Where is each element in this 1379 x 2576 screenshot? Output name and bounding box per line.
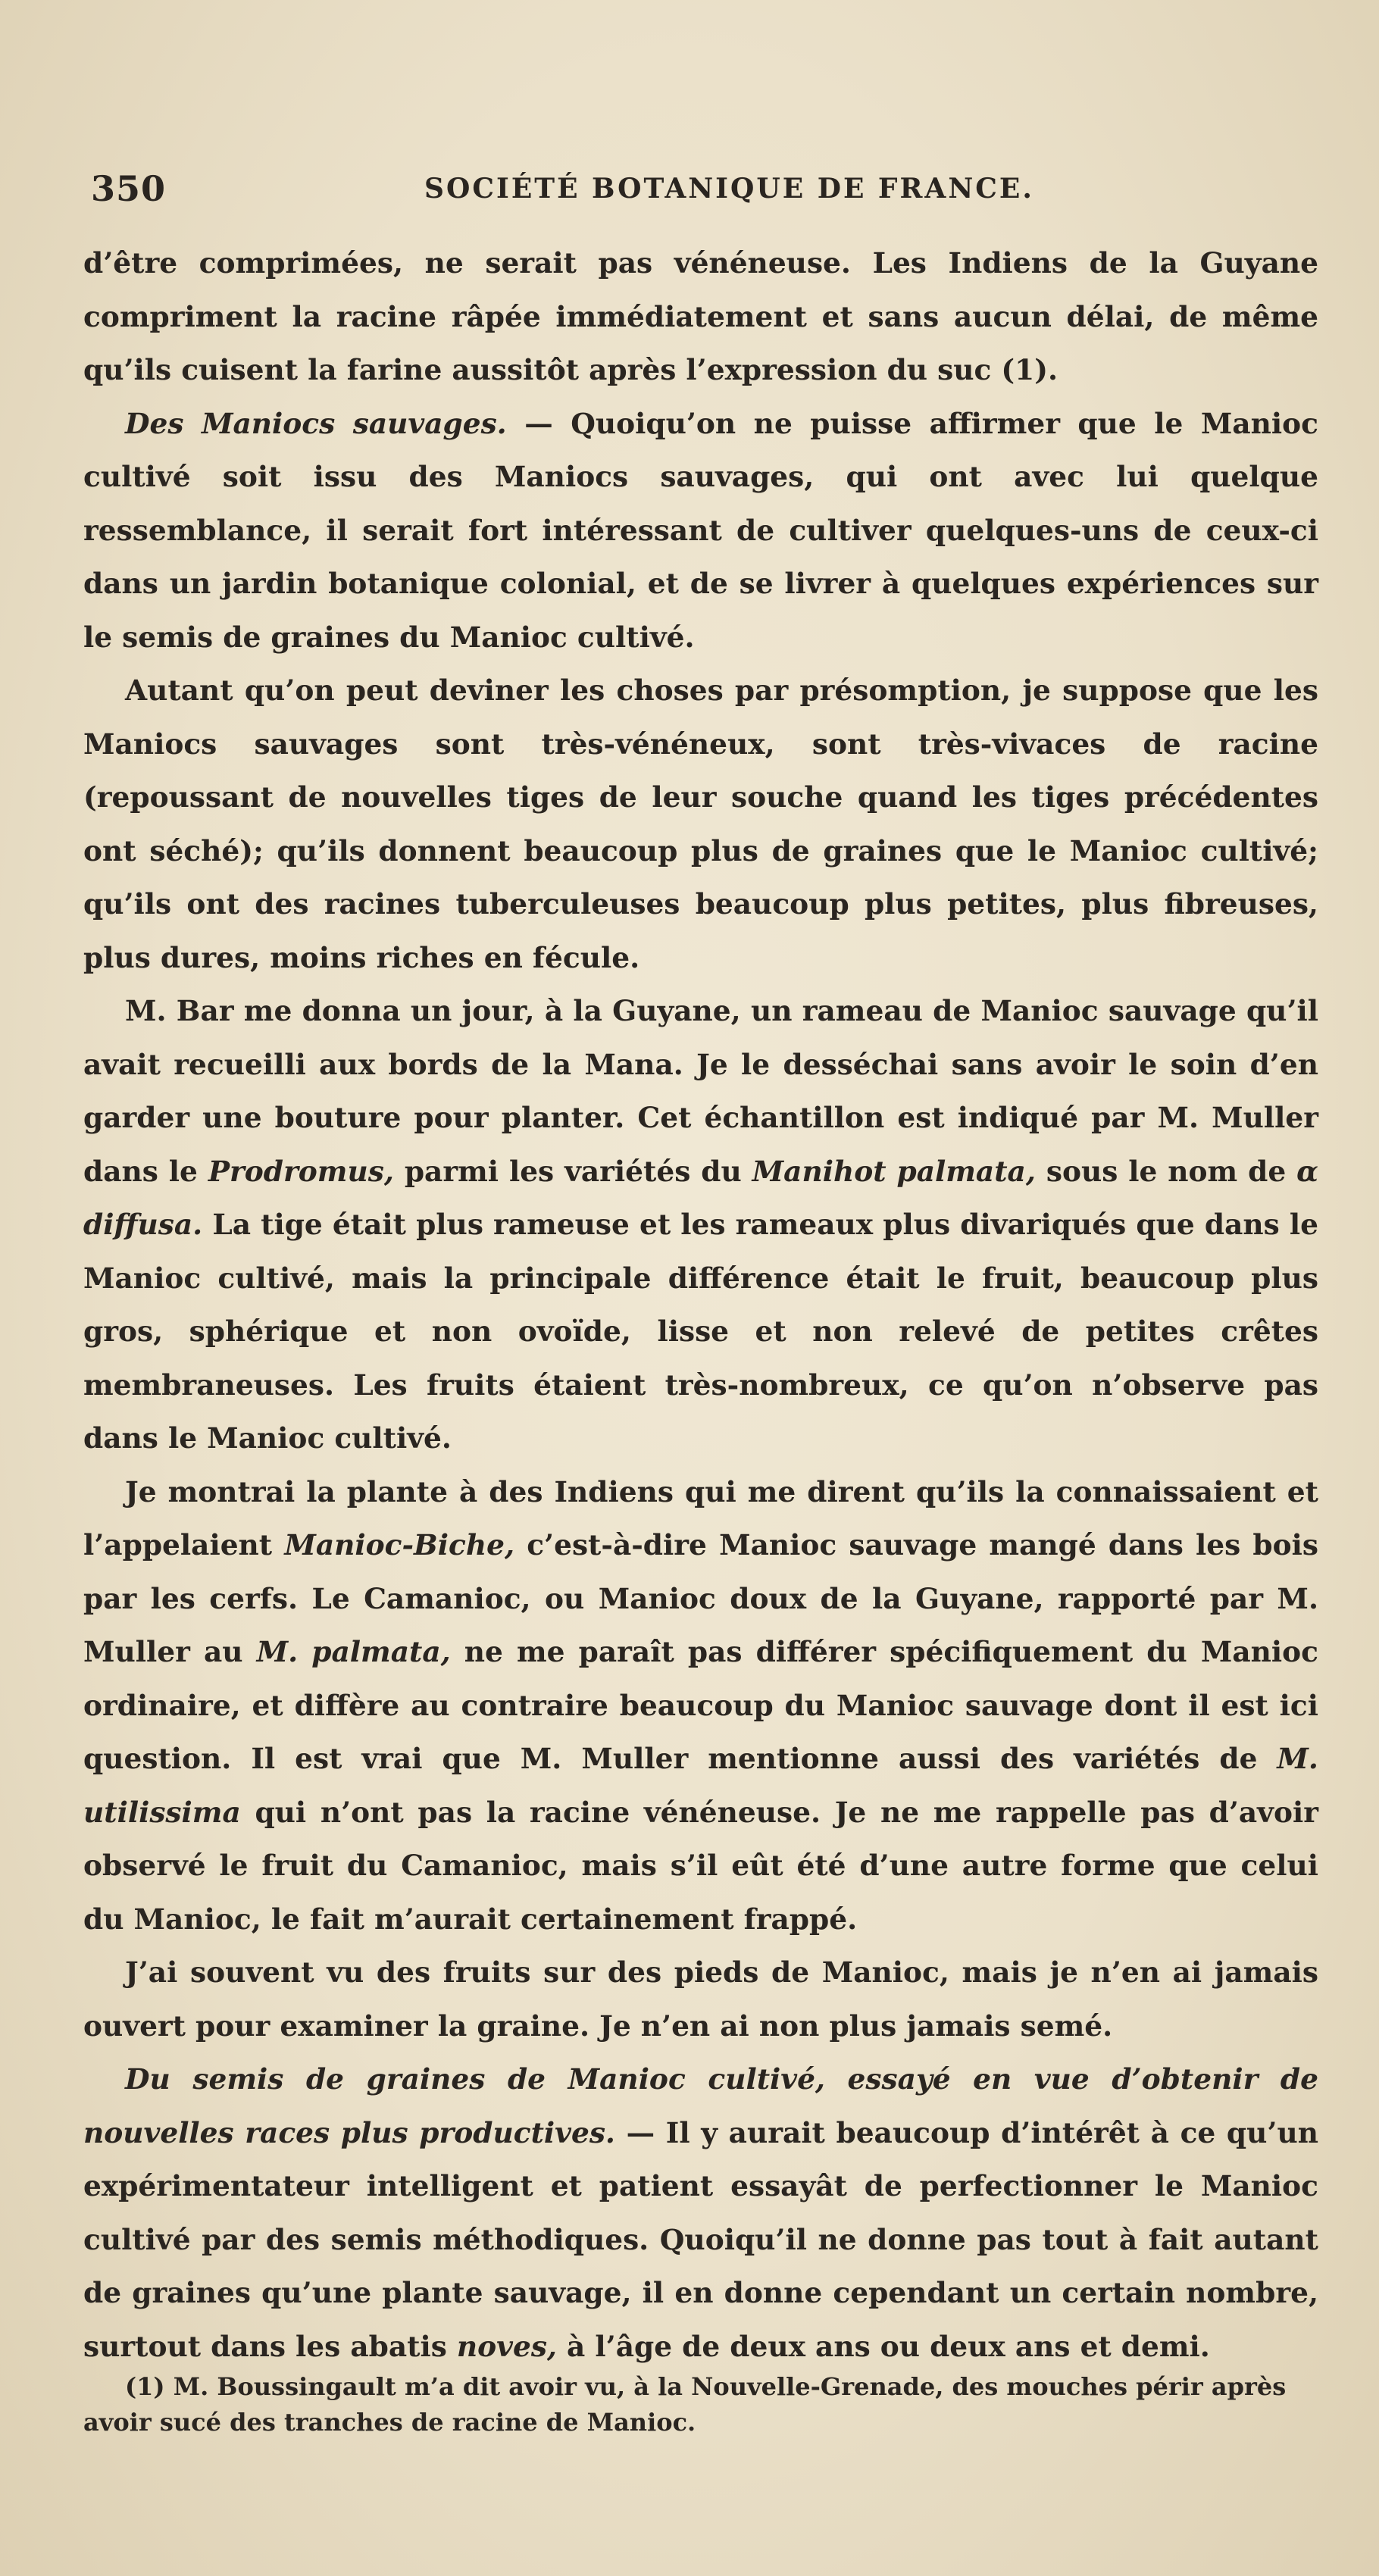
section-heading-wild-manioc: Des Maniocs sauvages. bbox=[125, 406, 507, 440]
footnote-marker: (1) bbox=[125, 2372, 165, 2401]
footnote-1: (1) M. Boussingault m’a dit avoir vu, à la Nouvelle-Grenade, des mouches périr après avoir sucé des tranches de racine de Manioc. bbox=[83, 2372, 1287, 2437]
paragraph-7: Du semis de graines de Manioc cultivé, essayé en vue d’obtenir de nouvelles races plus productives. — Il y aurait beaucoup d’intérêt à ce qu’un expérimentateur intelligent et patient essayât de perfectionner le Manioc cultivé par des semis méthodiques. Quoiqu’il ne donne pas tout à fait autant de graines qu’une plante sauvage, il en donne cependant un certain nombre, surtout dans les abatis noves, à l’âge de deux ans ou deux ans et demi. bbox=[83, 2062, 1318, 2363]
running-title: SOCIÉTÉ BOTANIQUE DE FRANCE. bbox=[424, 173, 1034, 205]
section-heading-seed-sowing: Du semis de graines de Manioc cultivé, essayé en vue d’obtenir de nouvelles races plus productives. bbox=[83, 2062, 1318, 2149]
footnotes bbox=[83, 2369, 1318, 2440]
paragraph-3: Autant qu’on peut deviner les choses par présomption, je suppose que les Maniocs sauvages sont très-vénéneux, sont très-vivaces de racine (repoussant de nouvelles tiges de leur souche quand les tiges précédentes ont séché); qu’ils donnent beaucoup plus de graines que le Manioc cultivé; qu’ils ont des racines tuberculeuses beaucoup plus petites, plus fibreuses, plus dures, moins riches en fécule. bbox=[83, 674, 1318, 974]
paragraph-2: Des Maniocs sauvages. — Quoiqu’on ne puisse affirmer que le Manioc cultivé soit issu des Maniocs sauvages, qui ont avec lui quelque ressemblance, il serait fort intéressant de cultiver quelques-uns de ceux-ci dans un jardin botanique colonial, et de se livrer à quelques expériences sur le semis de graines du Manioc cultivé. bbox=[83, 406, 1318, 654]
paragraph-6: J’ai souvent vu des fruits sur des pieds de Manioc, mais je n’en ai jamais ouvert pour examiner la graine. Je n’en ai non plus jamais semé. bbox=[83, 1955, 1318, 2043]
running-head bbox=[91, 168, 1318, 214]
paragraph-5: Je montrai la plante à des Indiens qui me dirent qu’ils la connaissaient et l’appelaient Manioc-Biche, c’est-à-dire Manioc sauvage mangé dans les bois par les cerfs. Le Camanioc, ou Manioc doux de la Guyane, rapporté par M. Muller au M. palmata, ne me paraît pas différer spécifiquement du Manioc ordinaire, et diffère au contraire beaucoup du Manioc sauvage dont il est ici question. Il est vrai que M. Muller mentionne aussi des variétés de M. utilissima qui n’ont pas la racine vénéneuse. Je ne me rappelle pas d’avoir observé le fruit du Camanioc, mais s’il eût été d’une autre forme que celui du Manioc, le fait m’aurait certainement frappé. bbox=[83, 1474, 1318, 1936]
paragraph-4: M. Bar me donna un jour, à la Guyane, un rameau de Manioc sauvage qu’il avait recueilli aux bords de la Mana. Je le desséchai sans avoir le soin d’en garder une bouture pour planter. Cet échantillon est indiqué par M. Muller dans le Prodromus, parmi les variétés du Manihot palmata, sous le nom de α diffusa. La tige était plus rameuse et les rameaux plus divariqués que dans le Manioc cultivé, mais la principale différence était le fruit, beaucoup plus gros, sphérique et non ovoïde, lisse et non relevé de petites crêtes membraneuses. Les fruits étaient très-nombreux, ce qu’on n’observe pas dans le Manioc cultivé. bbox=[83, 994, 1319, 1455]
page-number: 350 bbox=[91, 168, 167, 209]
body-text bbox=[83, 236, 1318, 2373]
paragraph-1: d’être comprimées, ne serait pas vénéneuse. Les Indiens de la Guyane compriment la racine râpée immédiatement et sans aucun délai, de même qu’ils cuisent la farine aussitôt après l’expression du suc (1). bbox=[83, 246, 1318, 386]
